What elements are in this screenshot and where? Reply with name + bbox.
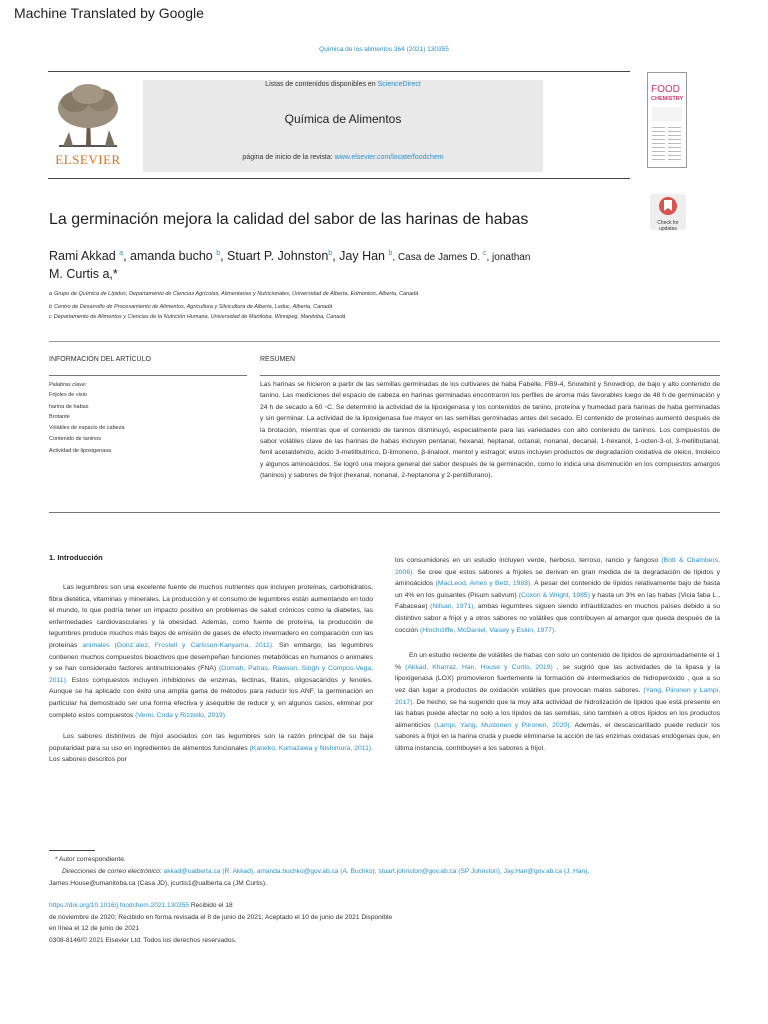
keyword-item: Brotante xyxy=(49,414,70,420)
header-bottom-rule xyxy=(48,178,630,179)
email-label: Direcciones de correo electrónico: xyxy=(62,868,164,875)
citation-link[interactable]: (Kaneko, Kumazawa y Nishimura, 2011). xyxy=(249,744,374,752)
affiliation-text: Centro de Desarrollo de Procesamiento de Alimentos, Agricultura y Silvicultura de Alberta, Leduc, Alberta, Canadá xyxy=(54,304,333,310)
citation-link[interactable]: (MacLeod, Ames y Betz, 1988). xyxy=(435,580,533,588)
paragraph-text: En un estudio reciente de volátiles de habas con solo un contenido de lípidos de aproximadamente el 1 % xyxy=(395,652,720,671)
email-links-line2[interactable]: James.House@umanitoba.ca (Casa JD), jcurtis1@ualberta.ca (JM Curtis). xyxy=(49,880,267,887)
paragraph xyxy=(49,731,373,766)
paragraph-text: Se cree que estos sabores a frijoles se derivan en gran medida de la degradación de lípidos y aminoácidos xyxy=(395,568,720,588)
badge-label xyxy=(650,221,686,232)
citation-link[interactable]: (Bott & Chambers, 2006). xyxy=(395,557,721,576)
affiliation-marker[interactable]: b xyxy=(216,250,221,257)
cover-contents-right xyxy=(668,127,681,161)
copyright-line: 0308-8146/© 2021 Elsevier Ltd. Todos los derechos reservados. xyxy=(49,937,237,944)
paragraph xyxy=(395,555,720,636)
machine-translated-label: Machine Translated by Google xyxy=(14,5,204,21)
paragraph-text: ambas legumbres siguen siendo infrautilizados en muchos países debido a su distintivo sabor a frijol y a otros sabores no volátiles que contribuyen al amargor que queda después de la cocción xyxy=(395,603,721,634)
abstract-text: Las harinas se hicieron a partir de las semillas germinadas de los cultivares de haba Fabelle, FB9-4, Snowbird y Snowdrop, de bajo y alto contenido de tanino. Las mediciones del espacio de cabeza en harinas germinadas encontraron los perfiles de aroma más favorables luego de 48 h de germinación y 24 h de secado a 60 ◦C. Se determinó la actividad de la lipoxigenasa y los contenidos de tanino, proteína y humedad para harinas de haba germinadas y sin germinar. La actividad de la lipoxigenasa fue mayor en las semillas germinadas antes del secado. El contenido de proteínas aumentó después de la brotación, mientras que el contenido de taninos disminuyó, especialmente para las variedades con alto contenido de taninos. Los compuestos de sabor volátiles clave de las harinas de habas incluyen pentanal, hexanal, heptanal, octanal, nonanal, decanal, 1-hexanol, 1-octen-3-ol, 3-metilbutanal, fenil acetaldehído, ácido 3-metilbutírico, D-limoneno, β-linalool, mentol y estragol; estos incluyen productos de degradación oxidativa de oleico, linoleico y algunos aminoácidos. Se logró una mejora general del sabor después de la germinación, como lo indica una disminución en los compuestos amargos (taninos) y sabores de frijol (hexanal, nonanal, 2-heptanona y 2-pentilfurano). xyxy=(260,381,720,480)
citation-link[interactable]: (Verni, Coda y Rizzello, 2019). xyxy=(135,711,227,719)
badge-label-line2: updates xyxy=(659,225,677,232)
introduction-heading: 1. Introducción xyxy=(49,553,103,562)
affiliation-marker[interactable]: a xyxy=(119,250,124,257)
abstract-heading: RESUMEN xyxy=(260,356,296,363)
footnote-rule xyxy=(49,850,95,851)
paragraph xyxy=(49,582,373,721)
author-name[interactable]: Rami Akkad xyxy=(49,249,120,264)
cover-title-food: FOOD xyxy=(651,84,680,95)
email-links[interactable]: akkad@ualberta.ca (R. Akkad), amanda.buchko@gov.ab.ca (A. Buchko), stuart.johnston@gov.ab.ca (SP Johnston), Jay.Han@gov.ab.ca (J. Han), xyxy=(163,868,590,875)
header-top-rule xyxy=(48,71,630,72)
citation-link[interactable]: (Hinchcliffe, McDaniel, Vaisey y Eskin, 1977). xyxy=(419,626,557,634)
citation-link[interactable]: (Oomah, Patras, Rawson, Singh y Compos-Vega, 2011). xyxy=(49,665,373,684)
paragraph-text: y hasta un 3% en las habas (Vicia faba L., Fabaceae) xyxy=(395,591,720,611)
keyword-item: harina de habas xyxy=(49,404,89,410)
keywords-label: Palabras clave: xyxy=(49,382,87,388)
abstract-bottom-rule xyxy=(49,512,720,513)
paragraph-text: A pesar del contenido de lípidos relativamente bajo de hasta un 4% en los guisantes (Pisum sativum) xyxy=(395,580,720,599)
body-right-column xyxy=(395,555,720,755)
journal-homepage xyxy=(143,154,543,161)
sciencedirect-link[interactable]: ScienceDirect xyxy=(377,81,421,88)
affiliation-marker[interactable]: c xyxy=(482,250,487,257)
affiliation-text: Departamento de Alimentos y Ciencias de la Nutrición Humana, Universidad de Manitoba, Winnipeg, Manitoba, Canadá xyxy=(53,314,346,320)
author-name[interactable]: , amanda bucho xyxy=(123,249,217,264)
email-addresses xyxy=(62,866,722,877)
author-name[interactable]: , Casa de James D. xyxy=(392,252,483,264)
badge-label-line1: Check for xyxy=(657,220,679,226)
bookmark-icon xyxy=(650,194,686,216)
online-date: en línea el 12 de junio de 2021 xyxy=(49,925,140,932)
journal-cover-image xyxy=(647,72,687,168)
abstract-rule xyxy=(260,375,720,376)
affiliation-a xyxy=(49,291,418,297)
paragraph-text: Estos compuestos incluyen inhibidores de enzimas, lectinas, fitatos, oligosacáridos y fenoles. Aunque se ha aplicado con éxito una amplia gama de métodos para reducir los ANF, la germinación en particular ha demostrado ser una forma efectiva y asequible de reducir y, en algunos casos, eliminar por completo estos compuestos xyxy=(49,676,373,719)
article-info-rule xyxy=(49,375,247,376)
paragraph-text: Sin embargo, las legumbres contienen muchos compuestos bioactivos que desempeñan funciones metabólicas en humanos o animales y se han considerado factores antinutricionales (FNA) xyxy=(49,641,374,673)
body-left-column xyxy=(49,582,373,766)
cover-title-chemistry: CHEMISTRY xyxy=(651,96,684,102)
citation-link[interactable]: (Coxon & Wright, 1985) xyxy=(518,591,590,599)
article-info-heading: INFORMACIÓN DEL ARTÍCULO xyxy=(49,356,151,363)
affiliation-b xyxy=(49,304,332,310)
paragraph-text: , se sugirió que las actividades de la lipasa y la lipoxigenasa (LOX) promovieron fuertemente la formación de intermediarios de hidroperóxido , que a su vez dan lugar a productos de oxidación volátiles que provocan malos sabores. xyxy=(395,663,720,694)
affiliation-mark: b xyxy=(49,304,53,310)
corresponding-author-note: * Autor correspondiente. xyxy=(55,856,126,863)
journal-title: Química de Alimentos xyxy=(284,112,402,126)
homepage-link[interactable]: www.elsevier.com/locate/foodchem xyxy=(334,154,444,161)
history-dates: de noviembre de 2020; Recibido en forma revisada el 8 de junio de 2021; Aceptado el 10 de junio de 2021 Disponible xyxy=(49,914,393,921)
cover-contents-left xyxy=(652,127,665,161)
author-name[interactable]: , jonathan xyxy=(486,252,531,264)
paragraph-text: Además, el descascarillado puede reducir los sabores a frijol en la harina cruda y puede eliminarse la acción de las enzimas oxidasas endógenas que, en última instancia, contribuyen a los sabores a frijol. xyxy=(395,721,720,752)
check-for-updates-badge[interactable] xyxy=(650,194,686,230)
homepage-label: página de inicio de la revista: xyxy=(242,154,335,161)
citation-link[interactable]: (Akkad, Kharraz, Han, House y Curtis, 2019) xyxy=(405,663,553,671)
paragraph-text: Los sabores descritos por xyxy=(49,756,127,764)
paragraph-text: Las legumbres son una excelente fuente de muchos nutrientes que incluyen proteínas, carbohidratos, fibra dietética, vitaminas y minerales. La producción y el consumo de legumbres están aumentando en todo el mundo, lo que podría tener un impacto positivo en problemas de salud crónicos como la diabetes, las enfermedades cardiovasculares y la obesidad. Además, como fuente de proteína, la producción de legumbres produce muchos más bajos de emisión de gases de efecto invernadero en comparación con las proteínas xyxy=(49,584,373,649)
author-name[interactable]: , Stuart P. Johnston xyxy=(220,249,329,264)
availability-text: Listas de contenidos disponibles en xyxy=(265,81,378,88)
citation-link[interactable]: (Yang, Piironen y Lampi, 2017). xyxy=(395,686,720,706)
paragraph-text: De hecho, se ha sugerido que la muy alta actividad de hidrolización de lípidos que está presente en las habas puede afectar no solo a los lípidos de las semillas, sino también a otros lípidos en los productos alimenticios xyxy=(395,698,720,729)
affiliation-marker[interactable]: b xyxy=(388,250,393,257)
doi-link[interactable]: https://doi.org/10.1016/j.foodchem.2021.130355 xyxy=(49,902,190,909)
affiliation-marker[interactable]: b xyxy=(328,250,333,257)
paragraph-text: Los sabores distintivos de frijol asociados con las legumbres son la razón principal de su baja popularidad para su uso en ingredientes de alimentos funcionales xyxy=(49,733,373,752)
citation-link[interactable]: (Lampi, Yang, Mustonen y Piironen, 2020). xyxy=(434,721,572,729)
affiliation-text: Grupo de Química de Lípidos, Departamento de Ciencias Agrícolas, Alimentarias y Nutricionales, Universidad de Alberta, Edmonton, Alberta, Canadá xyxy=(54,291,419,297)
citation-link[interactable]: (Nitsan, 1971), xyxy=(430,603,476,611)
received-text: Recibido el 18 xyxy=(189,902,233,909)
elsevier-wordmark: ELSEVIER xyxy=(55,152,121,167)
affiliation-mark: c xyxy=(49,314,52,320)
keyword-item: Volátiles de espacio de cabeza xyxy=(49,425,125,431)
paragraph xyxy=(395,650,720,754)
citation-link[interactable]: animales (Gonz´alez, Frostell y Carlsson-Kanyama, 2011). xyxy=(82,641,274,649)
contents-availability xyxy=(143,81,543,88)
doi-line xyxy=(49,900,233,911)
author-list xyxy=(49,245,629,283)
author-name[interactable]: , Jay Han xyxy=(332,249,389,264)
affiliation-c xyxy=(49,314,345,320)
journal-reference-link[interactable]: Química de los alimentos 364 (2021) 130355 xyxy=(319,46,449,53)
article-title: La germinación mejora la calidad del sabor de las harinas de habas xyxy=(49,211,529,228)
keyword-item: Frijoles de visio xyxy=(49,392,87,398)
keyword-item: Actividad de lipoxigenasa xyxy=(49,448,112,454)
affiliation-divider xyxy=(49,341,720,342)
affiliation-mark: a xyxy=(49,291,53,297)
paragraph-text: los consumidores en un estudio incluyen verde, herboso, terroso, rancio y fangoso xyxy=(395,557,662,564)
author-name[interactable]: M. Curtis a,* xyxy=(49,267,118,282)
cover-editor-block xyxy=(652,107,682,121)
keyword-item: Contenido de taninos xyxy=(49,436,101,442)
